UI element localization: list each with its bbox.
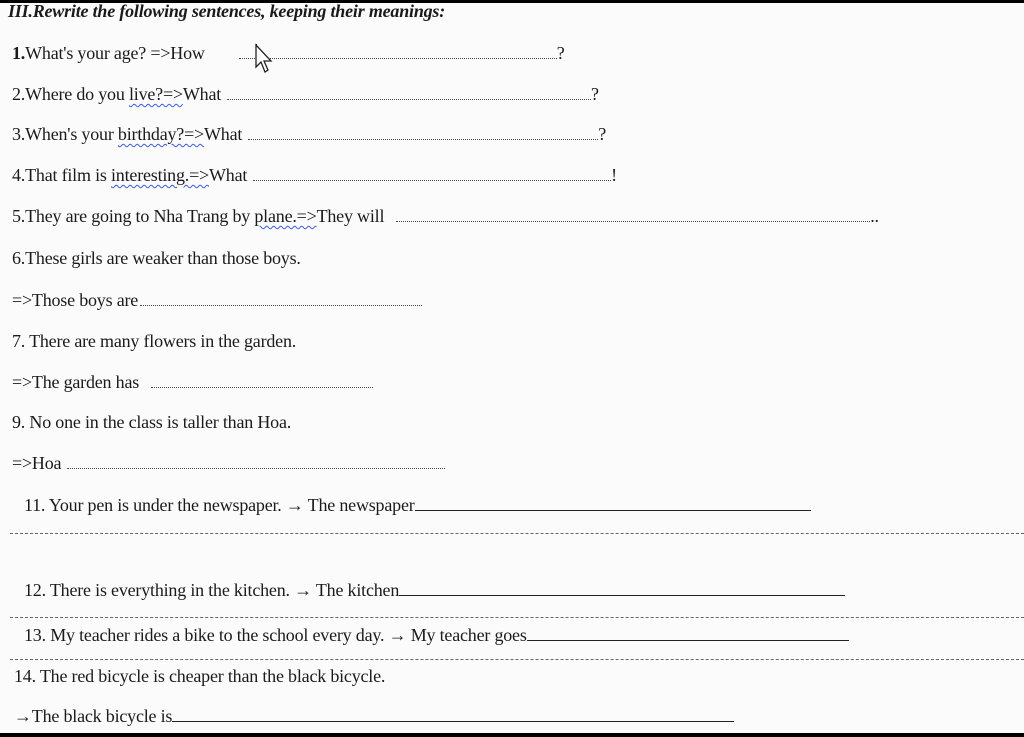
question-6-answer [12,290,422,311]
worksheet-page [0,3,1024,733]
answer-blank-5[interactable] [396,220,870,222]
question-3 [12,124,606,145]
question-9: 9. No one in the class is taller than Hoa. [12,412,292,432]
section-title: III.Rewrite the following sentences, keeping their meanings: [8,1,446,21]
question-2-prefix: 2.Where do you [12,84,129,104]
answer-blank-7[interactable] [151,386,373,388]
answer-blank-3[interactable] [248,138,598,140]
answer-blank-2[interactable] [227,98,591,100]
answer-blank-9[interactable] [67,467,445,469]
question-12-text: 12. There is everything in the kitchen. → The kitchen [24,580,400,600]
question-11 [24,495,811,516]
question-13 [24,625,849,646]
question-14-answer-prefix: →The black bicycle is [14,706,173,726]
question-1-number: 1. [12,43,26,63]
question-5-end: .. [870,206,879,226]
question-1-text: What's your age? =>How [25,43,205,63]
question-2-end: ? [591,84,599,104]
answer-line-12[interactable] [399,594,845,596]
question-13-text: 13. My teacher rides a bike to the school every day. → My teacher goes [24,625,527,645]
question-7-answer-prefix: =>The garden has [12,372,140,392]
question-3-after: What [204,124,243,144]
answer-blank-4[interactable] [253,179,611,181]
question-5 [12,206,879,227]
question-14-answer [14,706,734,727]
answer-line-13[interactable] [527,639,849,641]
answer-line-11[interactable] [415,509,811,511]
dashed-divider [10,617,1024,618]
question-11-text: 11. Your pen is under the newspaper. → The newspaper [24,495,415,515]
question-9-answer-prefix: =>Hoa [12,453,62,473]
question-5-after: They will [316,206,385,226]
question-7-answer [12,372,373,393]
question-5-prefix: 5.They are going to Nha Trang by [12,206,255,226]
question-5-marked: plane.=> [254,206,317,226]
dashed-divider [10,659,1024,660]
question-7: 7. There are many flowers in the garden. [12,331,297,351]
question-4-prefix: 4.That film is [12,165,111,185]
dashed-divider [10,533,1024,534]
answer-blank-6[interactable] [140,304,422,306]
question-2-after: What [182,84,222,104]
question-3-end: ? [598,124,606,144]
question-1-end: ? [556,43,565,63]
answer-line-14[interactable] [172,720,734,722]
question-1 [12,43,565,64]
question-3-marked: birthday?=> [117,124,204,144]
question-4-end: ! [611,165,617,185]
question-4-after: What [208,165,248,185]
question-9-answer [12,453,445,474]
question-12 [24,580,845,601]
question-2 [12,84,599,105]
mouse-pointer-icon [254,43,276,79]
question-3-prefix: 3.When's your [12,124,118,144]
question-14: 14. The red bicycle is cheaper than the black bicycle. [14,666,386,686]
question-4 [12,165,617,186]
question-6: 6.These girls are weaker than those boys. [12,248,301,268]
question-6-answer-prefix: =>Those boys are [12,290,139,310]
question-4-marked: interesting.=> [111,165,209,185]
question-2-marked: live?=> [128,84,183,104]
answer-blank-1[interactable] [239,57,557,59]
